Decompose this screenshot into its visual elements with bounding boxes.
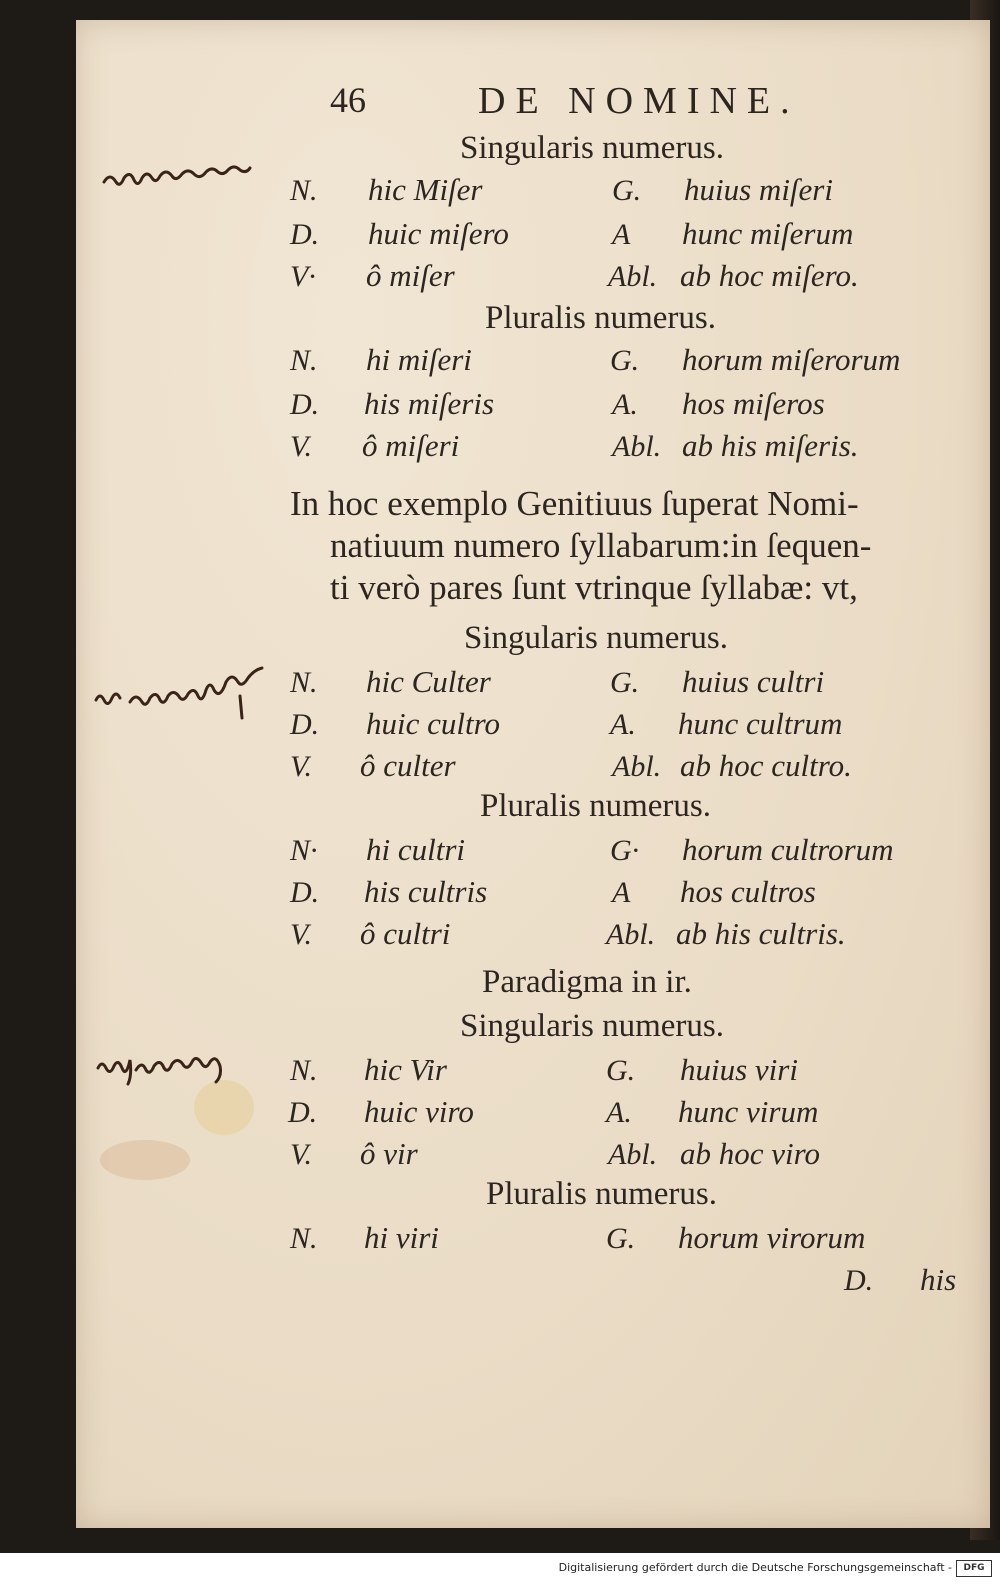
case-label: V· (290, 260, 316, 293)
declension-form: huius viri (680, 1052, 798, 1087)
case-label: Abl. (606, 918, 656, 951)
declension-form: ô vir (360, 1136, 418, 1171)
declension-form: his cultris (364, 874, 488, 909)
declension-form: huic miſero (368, 216, 509, 251)
declension-form: hunc miſerum (682, 216, 854, 251)
case-label: G. (610, 666, 640, 699)
paragraph-line: ti verò pares ſunt vtrinque ſyllabæ: vt, (330, 568, 858, 607)
declension-form: ab hoc miſero. (680, 258, 859, 293)
case-label: V. (290, 918, 312, 951)
declension-form: hic Vir (364, 1052, 447, 1087)
declension-form: ô cultri (360, 916, 451, 951)
case-label: A. (610, 708, 636, 741)
declension-form: huic viro (364, 1094, 474, 1129)
declension-form: hos cultros (680, 874, 816, 909)
declension-form: huius cultri (682, 664, 825, 699)
footer-bar (0, 1553, 1000, 1584)
declension-form: his miſeris (364, 386, 495, 421)
heading-singular: Singularis numerus. (460, 1008, 724, 1044)
case-label: D. (290, 218, 320, 251)
paragraph-line: natiuum numero ſyllabarum:in ſequen- (330, 526, 872, 565)
case-label: V. (290, 750, 312, 783)
case-label: A. (606, 1096, 632, 1129)
declension-form: ab his miſeris. (682, 428, 859, 463)
case-label: G. (612, 174, 642, 207)
declension-form: huic cultro (366, 706, 501, 741)
paper-stain (100, 1140, 190, 1180)
declension-form: ô miſer (366, 258, 455, 293)
case-label: V. (290, 1138, 312, 1171)
case-label: N. (290, 174, 318, 207)
declension-form: hi cultri (366, 832, 466, 867)
heading-plural: Pluralis numerus. (480, 788, 711, 824)
handwritten-margin-note (90, 662, 290, 732)
case-label: A (612, 218, 631, 251)
case-label: Abl. (612, 430, 662, 463)
declension-form: hic Miſer (368, 172, 483, 207)
declension-form: hunc virum (678, 1094, 819, 1129)
page-number: 46 (330, 80, 366, 120)
case-label: G. (606, 1222, 636, 1255)
declension-form: horum cultrorum (682, 832, 894, 867)
case-label: D. (290, 388, 320, 421)
case-label: G. (610, 344, 640, 377)
case-label: D. (290, 708, 320, 741)
declension-form: horum miſerorum (682, 342, 901, 377)
heading-singular: Singularis numerus. (464, 620, 728, 656)
declension-form: hunc cultrum (678, 706, 843, 741)
funding-credit: Digitalisierung gefördert durch die Deutsche Forschungsgemeinschaft - (558, 1561, 952, 1574)
catchword: his (920, 1262, 957, 1297)
declension-form: hi miſeri (366, 342, 472, 377)
case-label: N. (290, 344, 318, 377)
case-label: N. (290, 1222, 318, 1255)
declension-form: ab hoc cultro. (680, 748, 852, 783)
handwritten-margin-note (92, 1046, 262, 1096)
catchword-label: D. (844, 1264, 874, 1297)
case-label: G· (610, 834, 640, 867)
case-label: Abl. (612, 750, 662, 783)
declension-form: ab his cultris. (676, 916, 846, 951)
handwritten-margin-note (98, 160, 268, 200)
case-label: N· (290, 834, 318, 867)
declension-form: hic Culter (366, 664, 491, 699)
declension-form: ô culter (360, 748, 456, 783)
declension-form: huius miſeri (684, 172, 833, 207)
running-title: DE NOMINE. (478, 80, 800, 122)
case-label: Abl. (608, 260, 658, 293)
case-label: Abl. (608, 1138, 658, 1171)
case-label: A. (612, 388, 638, 421)
case-label: G. (606, 1054, 636, 1087)
dfg-logo: DFG (956, 1560, 992, 1577)
paragraph-line: In hoc exemplo Genitiuus ſuperat Nomi- (290, 484, 859, 523)
declension-form: hi viri (364, 1220, 439, 1255)
declension-form: ô miſeri (362, 428, 460, 463)
heading-plural: Pluralis numerus. (486, 1176, 717, 1212)
case-label: V. (290, 430, 312, 463)
heading-singular: Singularis numerus. (460, 130, 724, 166)
paradigm-heading: Paradigma in ir. (482, 964, 692, 1000)
declension-form: hos miſeros (682, 386, 825, 421)
heading-plural: Pluralis numerus. (485, 300, 716, 336)
case-label: N. (290, 1054, 318, 1087)
declension-form: horum virorum (678, 1220, 866, 1255)
case-label: D. (290, 876, 320, 909)
case-label: A (612, 876, 631, 909)
case-label: D. (288, 1096, 318, 1129)
case-label: N. (290, 666, 318, 699)
declension-form: ab hoc viro (680, 1136, 821, 1171)
